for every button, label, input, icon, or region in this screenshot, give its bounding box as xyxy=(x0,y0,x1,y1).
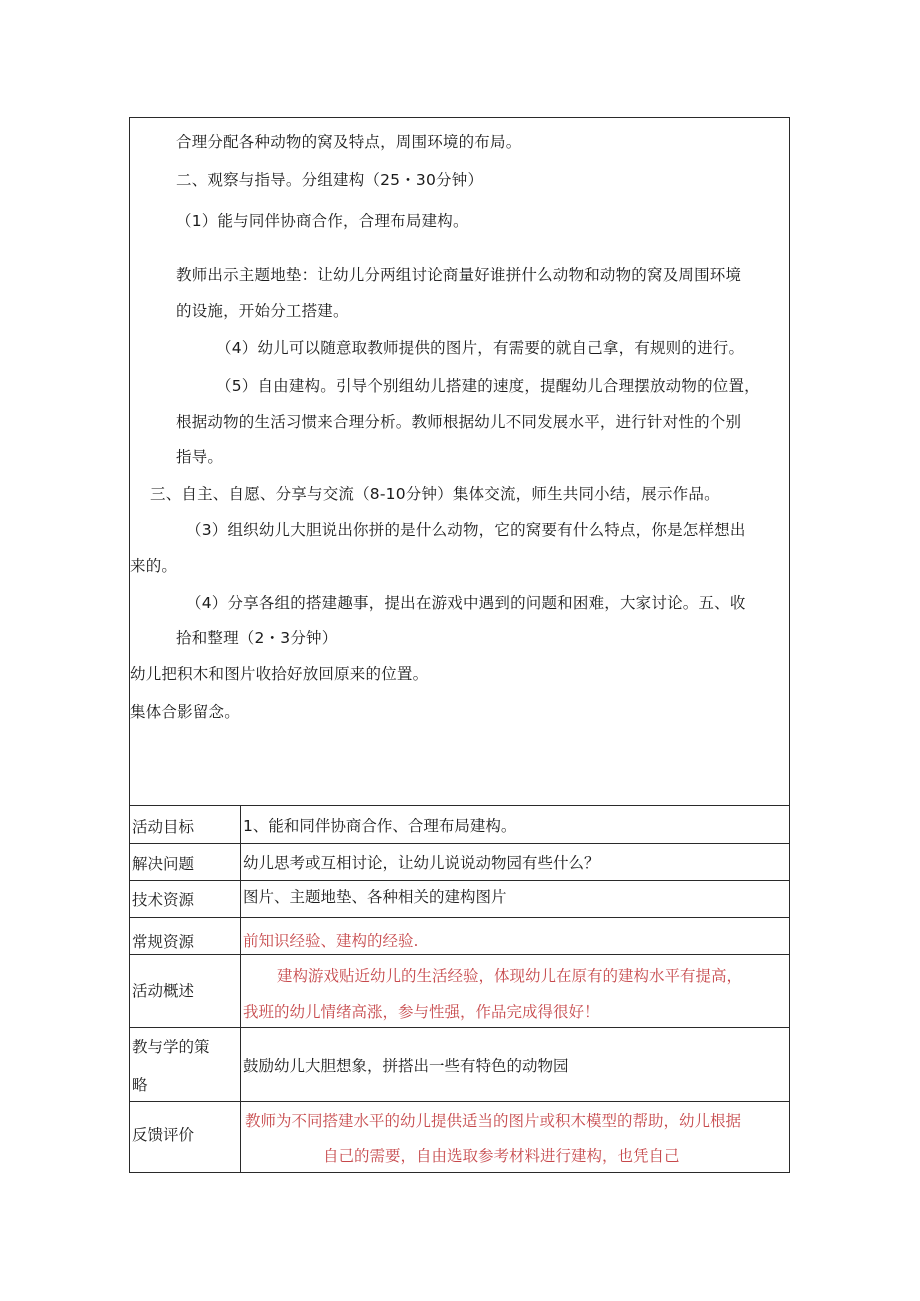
row-label-cell xyxy=(130,881,241,917)
row-value-cell xyxy=(241,881,789,917)
row-value-cell xyxy=(241,844,789,880)
process-heading: 拾和整理（2・3分钟） xyxy=(176,629,338,647)
row-label: 解决问题 xyxy=(132,855,195,873)
row-label-cell xyxy=(130,844,241,880)
process-heading: 二、观察与指导。分组建构（25・30分钟） xyxy=(176,171,484,189)
process-line: （3）组织幼儿大胆说出你拼的是什么动物，它的窝要有什么特点，你是怎样想出 xyxy=(186,521,746,539)
process-line: （4）分享各组的搭建趣事，提出在游戏中遇到的问题和困难，大家讨论。五、收 xyxy=(186,594,746,612)
process-line: 指导。 xyxy=(176,448,224,466)
process-line: 来的。 xyxy=(130,557,178,575)
row-value: 1、能和同伴协商合作、合理布局建构。 xyxy=(243,817,517,835)
table-row xyxy=(130,917,789,954)
row-label: 略 xyxy=(132,1076,148,1094)
row-label: 活动概述 xyxy=(132,982,195,1000)
process-line: 根据动物的生活习惯来合理分析。教师根据幼儿不同发展水平，进行针对性的个别 xyxy=(176,413,742,431)
process-line: 幼儿把积木和图片收拾好放回原来的位置。 xyxy=(130,665,429,683)
process-line: 合理分配各种动物的窝及特点，周围环境的布局。 xyxy=(176,133,522,151)
process-line: 的设施，开始分工搭建。 xyxy=(176,302,349,320)
table-row xyxy=(130,880,789,917)
row-value: 自己的需要，自由选取参考材料进行建构，也凭自己 xyxy=(323,1147,680,1165)
row-label: 技术资源 xyxy=(132,891,195,909)
row-value: 鼓励幼儿大胆想象，拼搭出一些有特色的动物园 xyxy=(243,1057,569,1075)
row-label: 教与学的策 xyxy=(132,1038,210,1056)
row-label: 活动目标 xyxy=(132,818,195,836)
process-line: （1）能与同伴协商合作，合理布局建构。 xyxy=(176,212,469,230)
row-label: 反馈评价 xyxy=(132,1126,195,1144)
row-value: 幼儿思考或互相讨论，让幼儿说说动物园有些什么？ xyxy=(243,854,600,872)
process-line: 集体合影留念。 xyxy=(130,703,240,721)
row-value: 图片、主题地垫、各种相关的建构图片 xyxy=(243,888,507,906)
row-value-cell xyxy=(241,918,789,954)
process-line: （5）自由建构。引导个别组幼儿搭建的速度，提醒幼儿合理摆放动物的位置， xyxy=(216,377,760,395)
row-label-cell xyxy=(130,1102,241,1173)
row-value-cell xyxy=(241,806,789,843)
row-label-cell xyxy=(130,918,241,954)
row-label-cell xyxy=(130,1028,241,1101)
lesson-plan-frame xyxy=(129,117,790,1173)
table-row xyxy=(130,805,789,843)
row-label: 常规资源 xyxy=(132,933,195,951)
table-row xyxy=(130,1027,789,1101)
table-row xyxy=(130,1101,789,1173)
row-value-cell xyxy=(241,955,789,1027)
row-value: 教师为不同搭建水平的幼儿提供适当的图片或积木模型的帮助，幼儿根据 xyxy=(245,1112,742,1130)
process-heading: 三、自主、自愿、分享与交流（8-10分钟）集体交流，师生共同小结，展示作品。 xyxy=(150,485,720,503)
row-value: 我班的幼儿情绪高涨，参与性强，作品完成得很好！ xyxy=(243,1003,600,1021)
row-value: 建构游戏贴近幼儿的生活经验，体现幼儿在原有的建构水平有提高， xyxy=(277,967,743,985)
row-value-cell xyxy=(241,1102,789,1173)
table-row xyxy=(130,843,789,880)
process-line: （4）幼儿可以随意取教师提供的图片，有需要的就自己拿，有规则的进行。 xyxy=(216,339,745,357)
table-row xyxy=(130,954,789,1027)
row-label-cell xyxy=(130,806,241,843)
row-label-cell xyxy=(130,955,241,1027)
lesson-process-section xyxy=(130,118,789,806)
process-line: 教师出示主题地垫：让幼儿分两组讨论商量好谁拼什么动物和动物的窝及周围环境 xyxy=(176,266,742,284)
row-value: 前知识经验、建构的经验. xyxy=(243,932,419,950)
row-value-cell xyxy=(241,1028,789,1101)
